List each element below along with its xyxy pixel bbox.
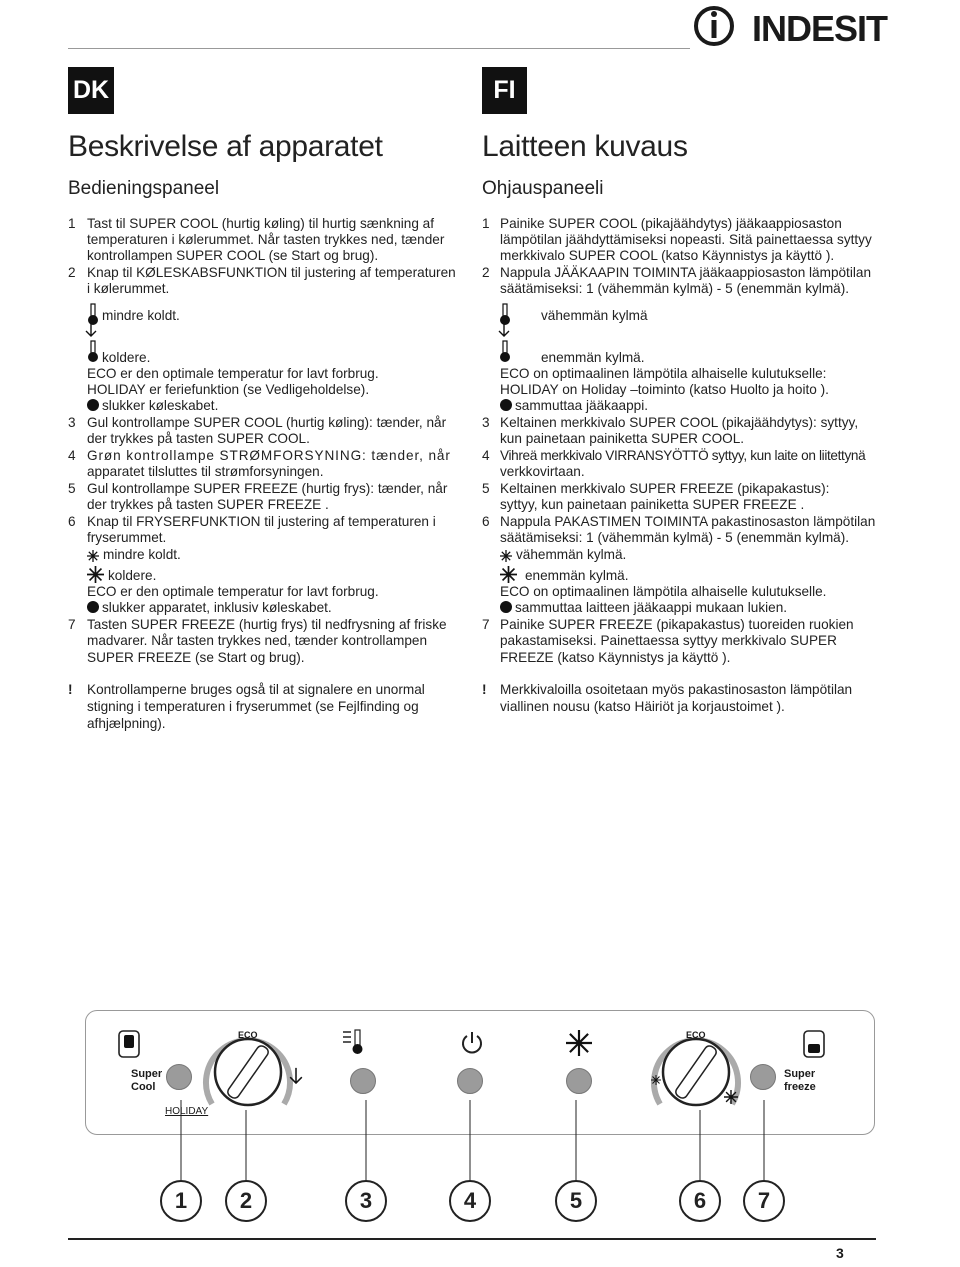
dk-line-13: Grøn kontrollampe STRØMFORSYNING: tænder, når — [87, 448, 451, 463]
fi-line-14: verkkovirtaan. — [500, 464, 585, 479]
off-dot-icon — [500, 601, 512, 613]
dk-note-3: afhjælpning). — [87, 716, 166, 731]
fi-line-2: lämpötilan jäähdyttämiseksi nopeasti. Sitä painettaessa syttyy — [500, 232, 872, 247]
snowflake-small-icon — [87, 550, 99, 562]
dk-num-4: 4 — [68, 448, 76, 463]
dk-line-24: madvarer. Når tasten trykkes ned, tænder kontrollampen — [87, 633, 428, 648]
fi-subtitle: Ohjauspaneeli — [482, 178, 604, 199]
super-cool-label — [131, 1068, 162, 1094]
fi-line-24: pakastamiseksi. Painettaessa syttyy merkkivalo SUPER — [500, 633, 837, 648]
fi-line-11: Keltainen merkkivalo SUPER COOL (pikajäähdytys): syttyy, — [500, 415, 859, 430]
dk-num-3: 3 — [68, 415, 76, 430]
snowflake-large-icon — [500, 566, 517, 583]
dk-line-21: ECO er den optimale temperatur for lavt forbrug. — [87, 584, 379, 599]
fi-colder-row — [500, 566, 629, 584]
dk-line-5: i kølerummet. — [87, 281, 170, 296]
fi-num-1: 1 — [482, 216, 490, 231]
arrow-down-icon — [498, 322, 510, 338]
arrow-down-icon — [289, 1065, 303, 1087]
fi-num-6: 6 — [482, 514, 490, 529]
fi-line-4: Nappula JÄÄKAAPIN TOIMINTA jääkaappiosaston lämpötilan — [500, 265, 871, 280]
callout-leader-lines — [0, 1100, 960, 1190]
fi-line-6: vähemmän kylmä — [541, 308, 648, 323]
fi-line-22: sammuttaa laitteen jääkaappi mukaan lukien. — [515, 600, 788, 615]
fi-off-row — [500, 398, 648, 414]
dk-num-2: 2 — [68, 265, 76, 280]
fi-line-16: syttyy, kun painetaan painiketta SUPER FREEZE . — [500, 497, 805, 512]
super-freeze-lamp-icon — [803, 1030, 825, 1058]
dk-line-11: Gul kontrollampe SUPER COOL (hurtig køling): tænder, når — [87, 415, 447, 430]
fi-line-19: vähemmän kylmä. — [516, 547, 627, 562]
fi-num-4: 4 — [482, 448, 490, 463]
dk-num-7: 7 — [68, 617, 76, 632]
fi-line-9: HOLIDAY on Holiday –toiminto (katso Huolto ja hoito ). — [500, 382, 829, 397]
brand-wordmark: INDESIT — [752, 8, 888, 49]
top-rule — [68, 48, 690, 49]
indicator-lamp-3 — [350, 1068, 376, 1094]
snowflake-large-icon — [87, 566, 104, 583]
fi-note-mark: ! — [482, 682, 487, 697]
dk-line-18: fryserummet. — [87, 530, 167, 545]
dk-title: Beskrivelse af apparatet — [68, 130, 383, 163]
super-freeze-indicator-lamp — [566, 1068, 592, 1094]
fi-line-18: säätämiseksi: 1 (vähemmän kylmä) - 5 (enemmän kylmä). — [500, 530, 850, 545]
fi-line-5: säätämiseksi: 1 (vähemmän kylmä) - 5 (enemmän kylmä). — [500, 281, 850, 296]
fi-line-13: Vihreä merkkivalo VIRRANSYÖTTÖ syttyy, kun laite on liitettynä — [500, 448, 866, 463]
super-cool-label-2: Cool — [131, 1081, 156, 1093]
dk-line-12: der trykkes på tasten SUPER COOL. — [87, 431, 310, 446]
off-dot-icon — [87, 399, 99, 411]
fi-line-3: merkkivalo SUPER COOL (katso Käynnistys ja käyttö ). — [500, 248, 835, 263]
power-icon — [460, 1030, 484, 1056]
fi-off-row-2 — [500, 600, 787, 616]
fi-line-1: Painike SUPER COOL (pikajäähdytys) jääkaappiosaston — [500, 216, 842, 231]
callout-1: 1 — [160, 1180, 202, 1222]
temperature-indicator-icon — [343, 1028, 365, 1056]
bottom-rule — [68, 1238, 876, 1240]
fi-line-15: Keltainen merkkivalo SUPER FREEZE (pikapakastus): — [500, 481, 830, 496]
fi-title: Laitteen kuvaus — [482, 130, 688, 163]
dk-note-1: Kontrollamperne bruges også til at signalere en unormal — [87, 682, 425, 697]
lang-badge-fi: FI — [482, 67, 527, 114]
callout-7: 7 — [743, 1180, 785, 1222]
fi-line-7: enemmän kylmä. — [541, 350, 645, 365]
fi-line-25: FREEZE (katso Käynnistys ja käyttö ). — [500, 650, 731, 665]
super-freeze-label-1: Super — [784, 1068, 816, 1080]
dk-line-3: kontrollampen SUPER COOL (se Start og brug). — [87, 248, 379, 263]
dk-line-8: ECO er den optimale temperatur for lavt forbrug. — [87, 366, 379, 381]
dk-note-2: stigning i temperaturen i fryserummet (se Fejlfinding og — [87, 699, 419, 714]
dk-line-9: HOLIDAY er feriefunktion (se Vedligeholdelse). — [87, 382, 370, 397]
dk-line-10: slukker køleskabet. — [102, 398, 219, 413]
fi-num-2: 2 — [482, 265, 490, 280]
callout-5: 5 — [555, 1180, 597, 1222]
fridge-eco-label: ECO — [238, 1030, 258, 1040]
fi-line-17: Nappula PAKASTIMEN TOIMINTA pakastinosaston lämpötilan — [500, 514, 876, 529]
super-cool-label-1: Super — [131, 1068, 163, 1080]
super-cool-button — [166, 1064, 192, 1090]
page-number: 3 — [836, 1245, 844, 1261]
dk-line-20: koldere. — [108, 568, 157, 583]
fi-line-20: enemmän kylmä. — [525, 568, 629, 583]
fi-line-21: ECO on optimaalinen lämpötila alhaiselle kulutukselle. — [500, 584, 827, 599]
dk-num-1: 1 — [68, 216, 76, 231]
dk-num-6: 6 — [68, 514, 76, 529]
dk-line-25: SUPER FREEZE (se Start og brug). — [87, 650, 305, 665]
callout-6: 6 — [679, 1180, 721, 1222]
dk-line-16: der trykkes på tasten SUPER FREEZE . — [87, 497, 329, 512]
dk-line-4: Knap til KØLESKABSFUNKTION til justering af temperaturen — [87, 265, 456, 280]
super-freeze-button — [750, 1064, 776, 1090]
super-freeze-label-2: freeze — [784, 1081, 816, 1093]
dk-off-row — [87, 398, 218, 414]
power-indicator-lamp — [457, 1068, 483, 1094]
dk-less-cold-row — [87, 547, 181, 563]
fi-num-7: 7 — [482, 617, 490, 632]
dk-line-22: slukker apparatet, inklusiv køleskabet. — [102, 600, 332, 615]
dk-off-row-2 — [87, 600, 332, 616]
off-dot-icon — [87, 601, 99, 613]
dk-line-1: Tast til SUPER COOL (hurtig køling) til hurtig sænkning af — [87, 216, 435, 231]
dk-line-7: koldere. — [102, 350, 151, 365]
indicator-lamp-icon — [118, 1030, 140, 1058]
dk-line-2: temperaturen i kølerummet. Når tasten trykkes ned, tænder — [87, 232, 445, 247]
thermometer-icon — [498, 340, 512, 366]
fi-note-1: Merkkivaloilla osoitetaan myös pakastinosaston lämpötilan — [500, 682, 853, 697]
super-freeze-label — [784, 1068, 816, 1094]
dk-num-5: 5 — [68, 481, 76, 496]
fi-note-2: viallinen nousu (katso Häiriöt ja korjaustoimet ). — [500, 699, 785, 714]
off-dot-icon — [500, 399, 512, 411]
fi-num-5: 5 — [482, 481, 490, 496]
dk-line-6: mindre koldt. — [102, 308, 180, 323]
fi-line-10: sammuttaa jääkaappi. — [515, 398, 648, 413]
dk-note-mark: ! — [68, 682, 73, 697]
freezer-eco-label: ECO — [686, 1030, 706, 1040]
fi-line-23: Painike SUPER FREEZE (pikapakastus) tuoreiden ruokien — [500, 617, 854, 632]
holiday-label: HOLIDAY — [165, 1106, 209, 1117]
snowflake-small-icon — [500, 550, 512, 562]
dk-line-19: mindre koldt. — [103, 547, 181, 562]
fi-num-3: 3 — [482, 415, 490, 430]
callout-4: 4 — [449, 1180, 491, 1222]
fi-line-12: kun painetaan painiketta SUPER COOL. — [500, 431, 745, 446]
dk-colder-row — [87, 566, 156, 584]
lang-badge-dk: DK — [68, 67, 114, 114]
snowflake-small-icon — [651, 1075, 661, 1085]
callout-3: 3 — [345, 1180, 387, 1222]
arrow-down-icon — [85, 322, 97, 338]
dk-line-15: Gul kontrollampe SUPER FREEZE (hurtig frys): tænder, når — [87, 481, 448, 496]
snowflake-icon — [566, 1030, 592, 1056]
callout-2: 2 — [225, 1180, 267, 1222]
dk-line-23: Tasten SUPER FREEZE (hurtig frys) til nedfrysning af friske — [87, 617, 447, 632]
thermometer-icon — [86, 340, 100, 366]
dk-subtitle: Bedieningspaneel — [68, 178, 220, 199]
fi-line-8: ECO on optimaalinen lämpötila alhaiselle kulutukselle: — [500, 366, 827, 381]
dk-line-17: Knap til FRYSERFUNKTION til justering af temperaturen i — [87, 514, 436, 529]
dk-line-14: apparatet tilsluttes til strømforsyningen. — [87, 464, 324, 479]
fi-less-cold-row — [500, 547, 626, 563]
